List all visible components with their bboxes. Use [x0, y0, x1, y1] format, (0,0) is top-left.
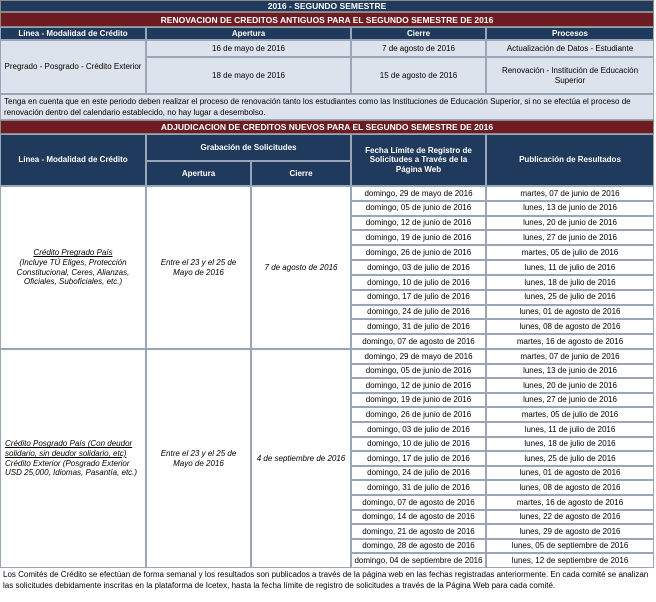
fecha-limite-cell: domingo, 14 de agosto de 2016 [351, 510, 486, 525]
publicacion-cell: lunes, 08 de agosto de 2016 [486, 319, 654, 334]
publicacion-cell: lunes, 18 de julio de 2016 [486, 437, 654, 452]
publicacion-cell: martes, 07 de junio de 2016 [486, 186, 654, 201]
publicacion-cell: lunes, 20 de junio de 2016 [486, 216, 654, 231]
fecha-limite-cell: domingo, 05 de junio de 2016 [351, 364, 486, 379]
fecha-limite-cell: domingo, 12 de junio de 2016 [351, 378, 486, 393]
group2-linea [0, 349, 146, 568]
adj-header-publicacion: Publicación de Resultados [486, 134, 654, 186]
fecha-limite-cell: domingo, 31 de julio de 2016 [351, 319, 486, 334]
publicacion-cell: lunes, 27 de junio de 2016 [486, 230, 654, 245]
publicacion-cell: lunes, 18 de julio de 2016 [486, 275, 654, 290]
fecha-limite-cell: domingo, 17 de julio de 2016 [351, 290, 486, 305]
publicacion-cell: lunes, 13 de junio de 2016 [486, 201, 654, 216]
publicacion-cell: lunes, 12 de septiembre de 2016 [486, 553, 654, 568]
fecha-limite-cell: domingo, 26 de junio de 2016 [351, 245, 486, 260]
adj-header-fecha-limite: Fecha Límite de Registro de Solicitudes a Través de la Página Web [351, 134, 486, 186]
adj-header-linea: Línea - Modalidad de Crédito [0, 134, 146, 186]
renov-cierre-1: 7 de agosto de 2016 [351, 40, 486, 57]
fecha-limite-cell: domingo, 07 de agosto de 2016 [351, 495, 486, 510]
fecha-limite-cell: domingo, 29 de mayo de 2016 [351, 349, 486, 364]
renov-header-cierre: Cierre [351, 27, 486, 40]
fecha-limite-cell: domingo, 10 de julio de 2016 [351, 275, 486, 290]
renov-header-apertura: Apertura [146, 27, 351, 40]
fecha-limite-cell: domingo, 04 de septiembre de 2016 [351, 553, 486, 568]
publicacion-cell: martes, 16 de agosto de 2016 [486, 334, 654, 349]
group1-cierre: 7 de agosto de 2016 [251, 186, 351, 349]
publicacion-cell: lunes, 08 de agosto de 2016 [486, 480, 654, 495]
publicacion-cell: lunes, 29 de agosto de 2016 [486, 524, 654, 539]
fecha-limite-cell: domingo, 28 de agosto de 2016 [351, 539, 486, 554]
footer-note: Los Comités de Crédito se efectúan de forma semanal y los resultados son publicados a través de la página web en las fechas registradas anteriormente. En cada comité se analizan las solicitudes debidamente inscritas en la plataforma de Icetex, hasta la fecha límite de registro de solicitudes a través de la Página Web para cada comité. [3, 570, 649, 590]
group1-linea-detail: (Incluye TÚ Eliges, Protección Constitucional, Ceres, Alianzas, Oficiales, Suboficiales, etc.) [16, 257, 130, 287]
renov-apertura-1: 16 de mayo de 2016 [146, 40, 351, 57]
semester-title: 2016 - SEGUNDO SEMESTRE [0, 0, 654, 12]
fecha-limite-cell: domingo, 10 de julio de 2016 [351, 437, 486, 452]
publicacion-cell: martes, 05 de julio de 2016 [486, 407, 654, 422]
publicacion-cell: lunes, 11 de julio de 2016 [486, 422, 654, 437]
adj-header-grabacion: Grabación de Solicitudes [146, 134, 351, 161]
publicacion-cell: lunes, 11 de julio de 2016 [486, 260, 654, 275]
publicacion-cell: lunes, 20 de junio de 2016 [486, 378, 654, 393]
fecha-limite-cell: domingo, 07 de agosto de 2016 [351, 334, 486, 349]
fecha-limite-cell: domingo, 29 de mayo de 2016 [351, 186, 486, 201]
adj-header-cierre: Cierre [251, 161, 351, 186]
group1-linea [0, 186, 146, 349]
publicacion-cell: lunes, 25 de julio de 2016 [486, 290, 654, 305]
fecha-limite-cell: domingo, 31 de julio de 2016 [351, 480, 486, 495]
renov-proceso-2: Renovación - Institución de Educación Superior [486, 57, 654, 94]
adj-header-apertura: Apertura [146, 161, 251, 186]
fecha-limite-cell: domingo, 03 de julio de 2016 [351, 422, 486, 437]
fecha-limite-cell: domingo, 05 de junio de 2016 [351, 201, 486, 216]
fecha-limite-cell: domingo, 26 de junio de 2016 [351, 407, 486, 422]
publicacion-cell: lunes, 27 de junio de 2016 [486, 393, 654, 408]
group1-linea-title: Crédito Pregrado País [33, 248, 113, 258]
group2-linea-detail: Crédito Exterior (Posgrado Exterior USD 25,000, Idiomas, Pasantía, etc.) [5, 458, 138, 478]
group2-linea-title: Crédito Posgrado País (Con deudor solidario, sin deudor solidario, etc) [5, 439, 133, 458]
fecha-limite-cell: domingo, 03 de julio de 2016 [351, 260, 486, 275]
renov-cierre-2: 15 de agosto de 2016 [351, 57, 486, 94]
publicacion-cell: lunes, 01 de agosto de 2016 [486, 466, 654, 481]
fecha-limite-cell: domingo, 21 de agosto de 2016 [351, 524, 486, 539]
publicacion-cell: martes, 07 de junio de 2016 [486, 349, 654, 364]
renov-header-procesos: Procesos [486, 27, 654, 40]
publicacion-cell: lunes, 25 de julio de 2016 [486, 451, 654, 466]
publicacion-cell: lunes, 01 de agosto de 2016 [486, 305, 654, 320]
publicacion-cell: lunes, 05 de septiembre de 2016 [486, 539, 654, 554]
publicacion-cell: martes, 05 de julio de 2016 [486, 245, 654, 260]
publicacion-cell: martes, 16 de agosto de 2016 [486, 495, 654, 510]
renov-linea: Pregrado - Posgrado - Crédito Exterior [0, 40, 146, 94]
renov-proceso-1: Actualización de Datos - Estudiante [486, 40, 654, 57]
group2-cierre: 4 de septiembre de 2016 [251, 349, 351, 568]
fecha-limite-cell: domingo, 19 de junio de 2016 [351, 230, 486, 245]
adjudicacion-title: ADJUDICACION DE CREDITOS NUEVOS PARA EL SEGUNDO SEMESTRE DE 2016 [0, 120, 654, 134]
publicacion-cell: lunes, 22 de agosto de 2016 [486, 510, 654, 525]
fecha-limite-cell: domingo, 17 de julio de 2016 [351, 451, 486, 466]
fecha-limite-cell: domingo, 24 de julio de 2016 [351, 305, 486, 320]
renovacion-title: RENOVACION DE CREDITOS ANTIGUOS PARA EL SEGUNDO SEMESTRE DE 2016 [0, 12, 654, 27]
publicacion-cell: lunes, 13 de junio de 2016 [486, 364, 654, 379]
renov-note: Tenga en cuenta que en este periodo deben realizar el proceso de renovación tanto los estudiantes como las Instituciones de Educación Superior, si no se efectúa el proceso de renovación dentro del calendario establecido, no hay lugar a desembolso. [0, 94, 654, 120]
fecha-limite-cell: domingo, 24 de julio de 2016 [351, 466, 486, 481]
renov-header-linea: Línea - Modalidad de Crédito [0, 27, 146, 40]
group1-apertura: Entre el 23 y el 25 de Mayo de 2016 [146, 186, 251, 349]
renov-apertura-2: 18 de mayo de 2016 [146, 57, 351, 94]
fecha-limite-cell: domingo, 12 de junio de 2016 [351, 216, 486, 231]
group2-apertura: Entre el 23 y el 25 de Mayo de 2016 [146, 349, 251, 568]
fecha-limite-cell: domingo, 19 de junio de 2016 [351, 393, 486, 408]
